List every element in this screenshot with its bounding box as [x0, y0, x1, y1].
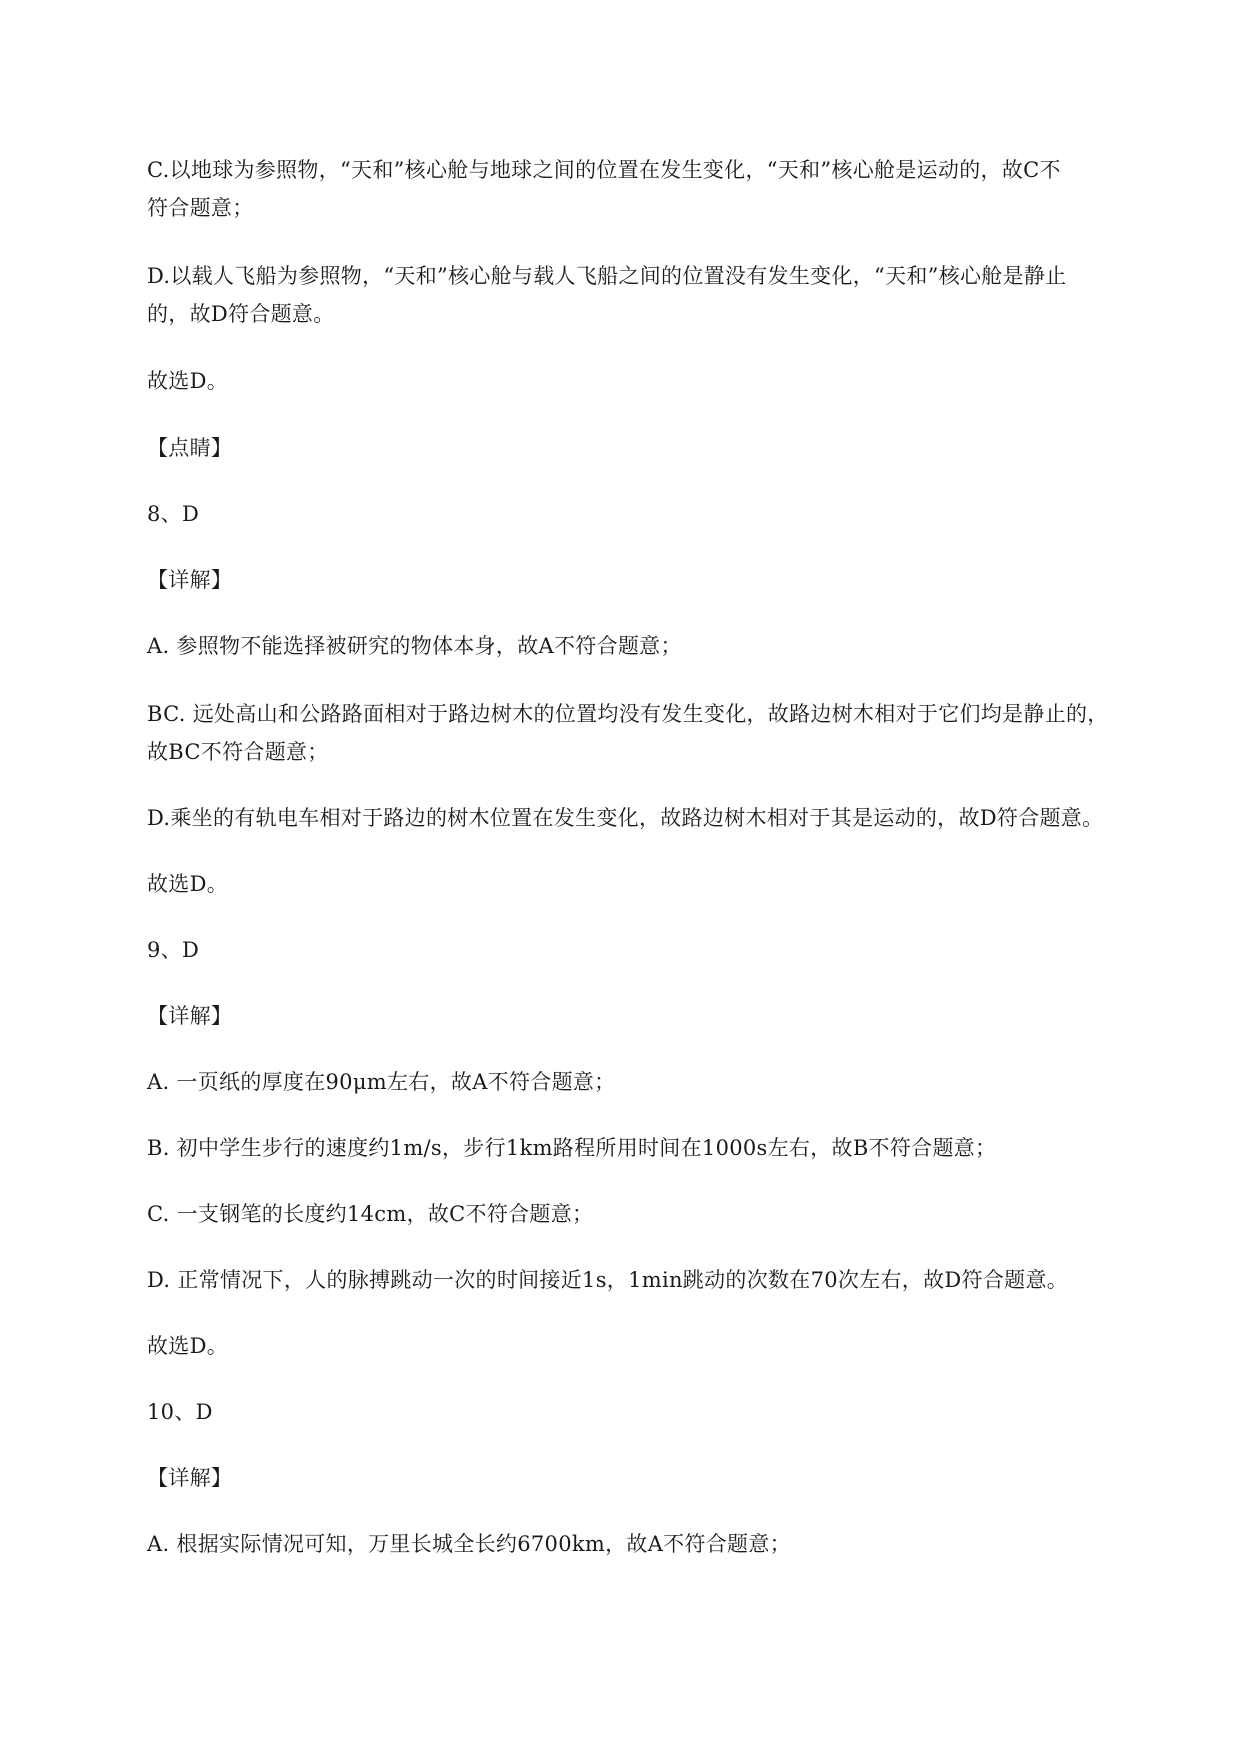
text-line-option-b: B. 初中学生步行的速度约1m/s，步行1km路程所用时间在1000s左右，故B不符合题意； — [147, 1136, 997, 1160]
text-line-option-d: D. 正常情况下，人的脉搏跳动一次的时间接近1s，1min跳动的次数在70次左右，故D符合题意。 — [147, 1268, 1069, 1292]
text-line-answer: 故选D。 — [147, 1334, 229, 1358]
section-heading: 【详解】 — [147, 568, 233, 592]
section-heading: 【详解】 — [147, 1004, 233, 1028]
section-heading: 【详解】 — [147, 1466, 233, 1490]
question-number: 8、D — [147, 502, 200, 526]
text-line-option-d: D.以载人飞船为参照物，“天和”核心舱与载人飞船之间的位置没有发生变化，“天和”核心舱是静止 — [147, 264, 1067, 288]
text-line-option-d: D.乘坐的有轨电车相对于路边的树木位置在发生变化，故路边树木相对于其是运动的，故D符合题意。 — [147, 806, 1104, 830]
question-number: 10、D — [147, 1400, 213, 1424]
question-number: 9、D — [147, 938, 200, 962]
text-line-option-a: A. 根据实际情况可知，万里长城全长约6700km，故A不符合题意； — [147, 1532, 791, 1556]
section-heading: 【点睛】 — [147, 436, 233, 460]
text-line-option-a: A. 参照物不能选择被研究的物体本身，故A不符合题意； — [147, 634, 682, 658]
text-line-option-a: A. 一页纸的厚度在90μm左右，故A不符合题意； — [147, 1070, 616, 1094]
text-line-option-d-cont: 的，故D符合题意。 — [147, 302, 335, 326]
text-line-option-c-cont: 符合题意； — [147, 196, 254, 220]
text-line-option-bc-cont: 故BC不符合题意； — [147, 740, 329, 764]
text-line-option-bc: BC. 远处高山和公路路面相对于路边树木的位置均没有发生变化，故路边树木相对于它们均是静止的， — [147, 702, 1109, 726]
text-line-option-c: C.以地球为参照物，“天和”核心舱与地球之间的位置在发生变化，“天和”核心舱是运动的，故C不 — [147, 158, 1061, 182]
text-line-answer: 故选D。 — [147, 369, 229, 393]
text-line-answer: 故选D。 — [147, 872, 229, 896]
text-line-option-c: C. 一支钢笔的长度约14cm，故C不符合题意； — [147, 1202, 594, 1226]
